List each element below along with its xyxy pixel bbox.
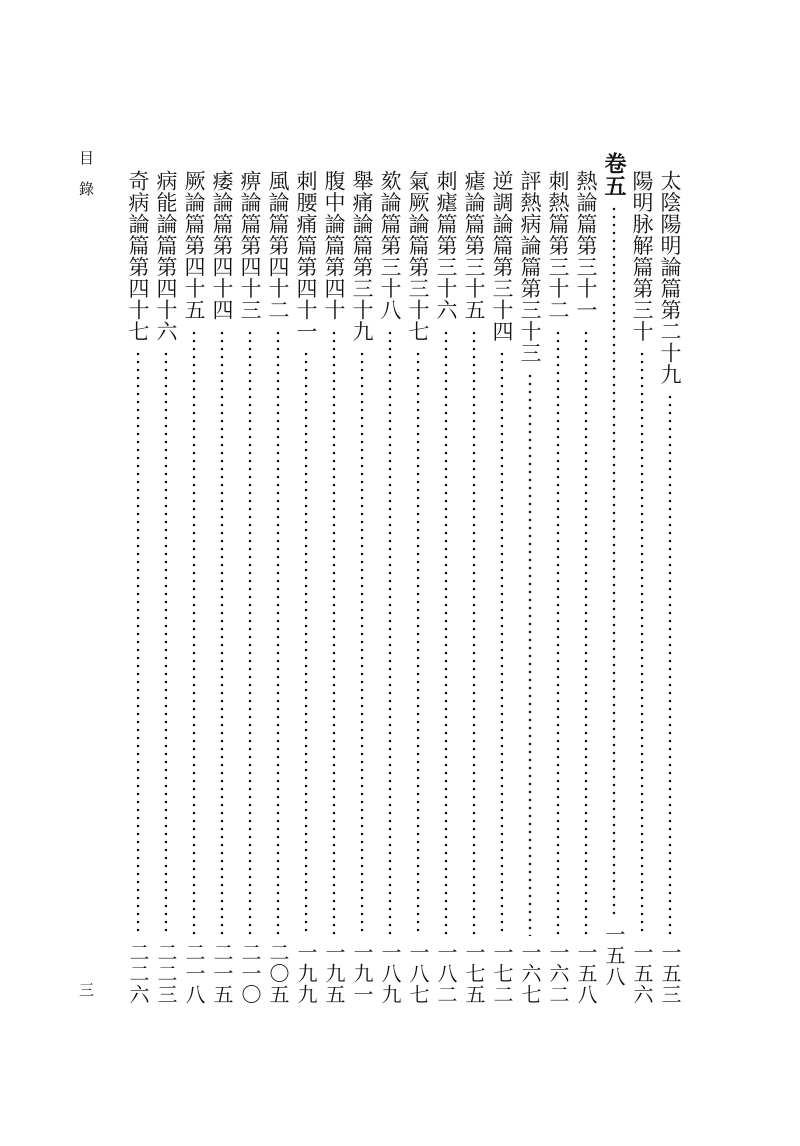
dot-leader	[640, 350, 644, 936]
toc-title: 瘧論篇第三十五	[462, 170, 486, 321]
toc-page: 二二三	[154, 942, 178, 1005]
toc-title: 痹論篇第四十三	[238, 170, 262, 321]
toc-title: 陽明脉解篇第三十	[630, 170, 654, 342]
dot-leader	[444, 329, 448, 937]
dot-leader	[612, 205, 616, 918]
toc-title-volume: 卷五	[601, 152, 627, 197]
side-label: 目錄	[77, 150, 95, 212]
toc-col-10	[406, 170, 430, 1005]
toc-col-2	[630, 170, 654, 1005]
toc-page: 一五八	[602, 924, 626, 987]
toc-col-13	[322, 170, 346, 1005]
toc-col-18	[182, 170, 206, 1005]
toc-col-6	[518, 170, 542, 1005]
toc-title: 腹中論篇第四十	[322, 170, 346, 321]
dot-leader	[500, 350, 504, 936]
toc-col-9	[434, 170, 458, 1005]
toc-title: 舉痛論篇第三十九	[350, 170, 374, 342]
toc-col-19	[154, 170, 178, 1005]
toc-col-16	[238, 170, 262, 1005]
toc-title: 欬論篇第三十八	[378, 170, 402, 321]
toc-page: 一六二	[546, 942, 570, 1005]
toc-page: 一七五	[462, 942, 486, 1005]
toc-title: 厥論篇第四十五	[182, 170, 206, 321]
toc-page: 二〇五	[266, 942, 290, 1005]
dot-leader	[136, 350, 140, 936]
toc-page: 二二六	[126, 942, 150, 1005]
toc-title: 病能論篇第四十六	[154, 170, 178, 342]
toc-page: 一九五	[322, 942, 346, 1005]
toc-title: 刺腰痛篇第四十一	[294, 170, 318, 342]
dot-leader	[528, 372, 532, 937]
toc-col-15	[266, 170, 290, 1005]
dot-leader	[416, 350, 420, 936]
dot-leader	[276, 329, 280, 937]
toc-page: 一九一	[350, 942, 374, 1005]
toc-col-5	[546, 170, 570, 1005]
dot-leader	[192, 329, 196, 937]
toc-page: 一七二	[490, 942, 514, 1005]
toc-col-17	[210, 170, 234, 1005]
dot-leader	[304, 350, 308, 936]
toc-col-4	[574, 170, 598, 1005]
toc-title: 逆調論篇第三十四	[490, 170, 514, 342]
dot-leader	[584, 329, 588, 937]
toc-page: 一六七	[518, 942, 542, 1005]
dot-leader	[360, 350, 364, 936]
toc-title: 刺瘧篇第三十六	[434, 170, 458, 321]
toc-title: 太陰陽明論篇第二十九	[658, 170, 682, 385]
toc-page: 一五八	[574, 942, 598, 1005]
toc-col-7	[490, 170, 514, 1005]
toc-page: 一五六	[630, 942, 654, 1005]
toc-title: 奇病論篇第四十七	[126, 170, 150, 342]
dot-leader	[164, 350, 168, 936]
toc-title: 刺熱篇第三十二	[546, 170, 570, 321]
dot-leader	[220, 329, 224, 937]
toc-title: 熱論篇第三十一	[574, 170, 598, 321]
toc-page: 二一〇	[238, 942, 262, 1005]
toc-page: 一五三	[658, 942, 682, 1005]
dot-leader	[472, 329, 476, 937]
dot-leader	[248, 329, 252, 937]
toc-page: 一八二	[434, 942, 458, 1005]
toc-col-20	[126, 170, 150, 1005]
toc-col-12	[350, 170, 374, 1005]
dot-leader	[556, 329, 560, 937]
toc-title: 風論篇第四十二	[266, 170, 290, 321]
page-number: 三	[77, 982, 95, 997]
toc-page: 二一八	[182, 942, 206, 1005]
toc-title: 氣厥論篇第三十七	[406, 170, 430, 342]
toc-col-11	[378, 170, 402, 1005]
toc-page: 二一五	[210, 942, 234, 1005]
toc-col-1	[658, 170, 682, 1005]
toc-page: 一八七	[406, 942, 430, 1005]
toc-col-3	[602, 152, 626, 987]
toc-page: 一九九	[294, 942, 318, 1005]
dot-leader	[668, 393, 672, 936]
toc-title: 評熱病論篇第三十三	[518, 170, 542, 364]
toc-col-8	[462, 170, 486, 1005]
dot-leader	[388, 329, 392, 937]
toc-page: 一八九	[378, 942, 402, 1005]
dot-leader	[332, 329, 336, 937]
toc-col-14	[294, 170, 318, 1005]
toc-title: 痿論篇第四十四	[210, 170, 234, 321]
